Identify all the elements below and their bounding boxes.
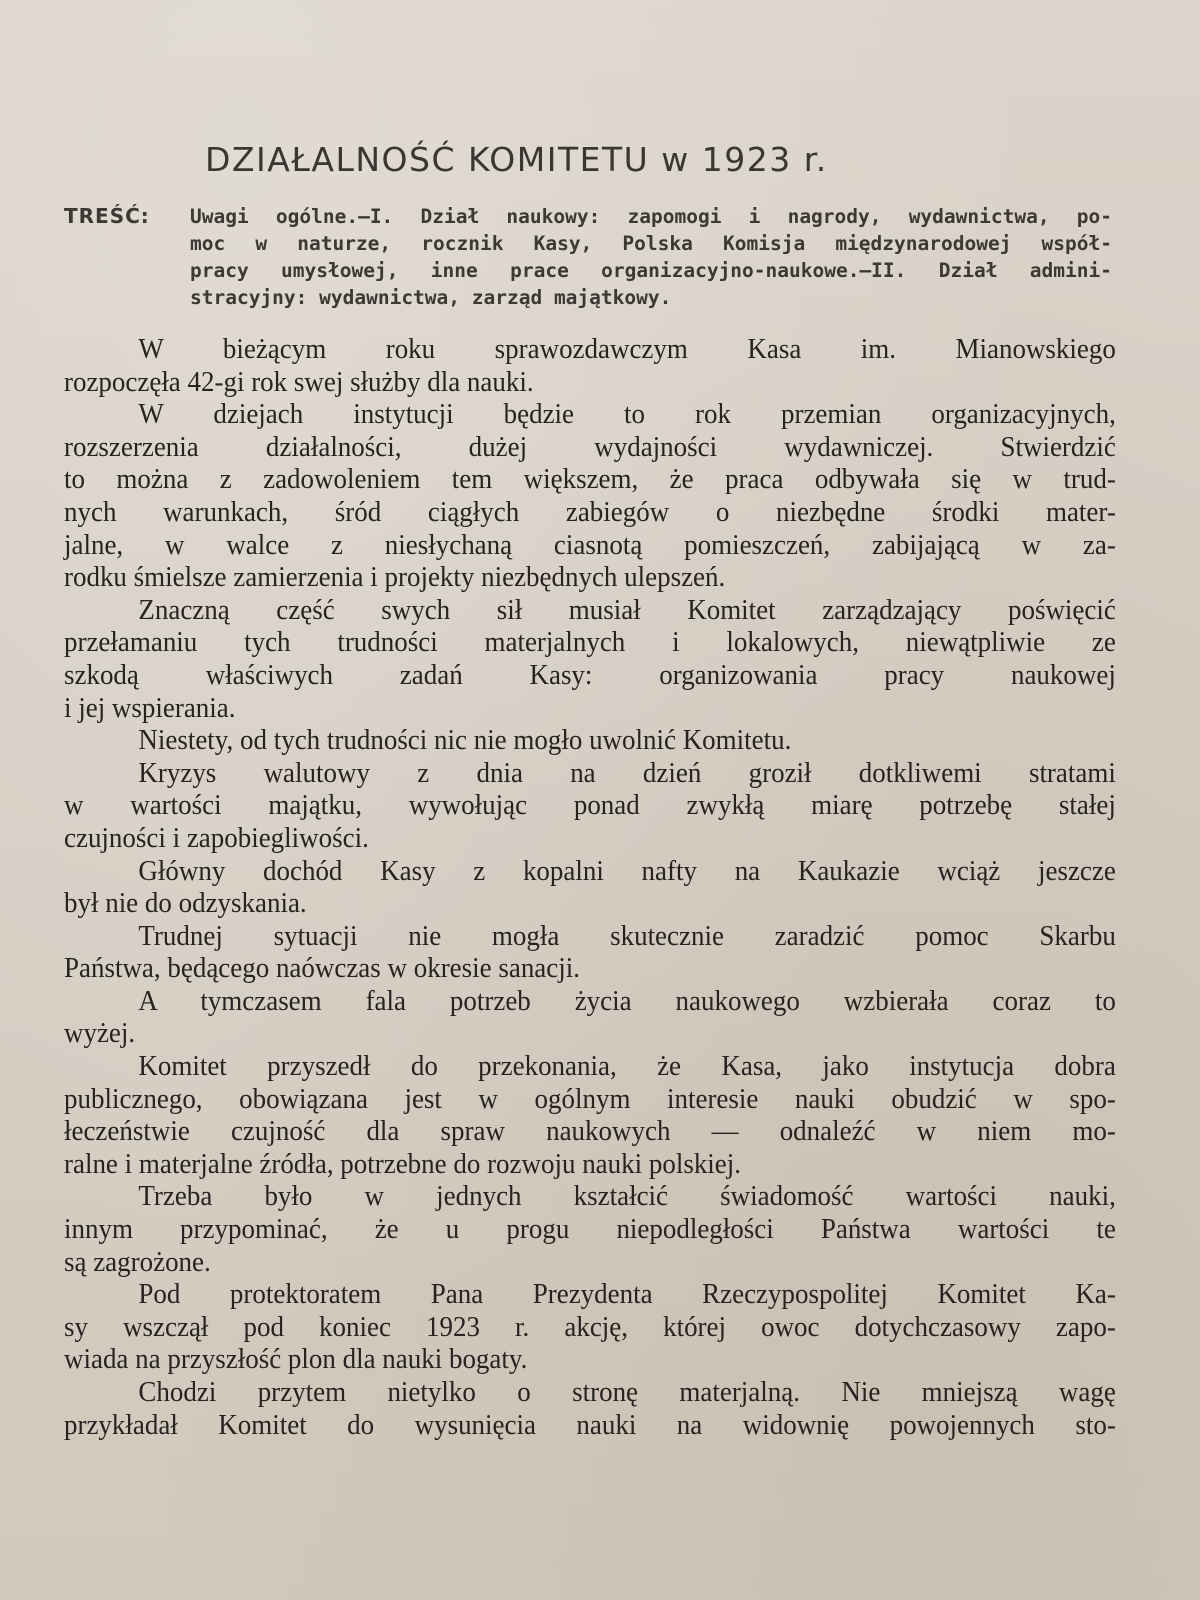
paragraph-line: rozszerzenia działalności, dużej wydajności wydawniczej. Stwierdzić [64, 430, 1116, 463]
paragraph-line: łeczeństwie czujność dla spraw naukowych — odnaleźć w niem mo- [64, 1115, 1116, 1148]
paragraph-first-line: Trzeba było w jednych kształcić świadomość wartości nauki, [138, 1180, 1116, 1213]
paragraph-first-line: Pod protektoratem Pana Prezydenta Rzeczypospolitej Komitet Ka- [138, 1278, 1116, 1311]
paragraph-first-line: Znaczną część swych sił musiał Komitet zarządzający poświęcić [138, 593, 1116, 626]
contents-line: moc w naturze, rocznik Kasy, Polska Komisja międzynarodowej współ- [190, 232, 1112, 255]
paragraph-line: w wartości majątku, wywołując ponad zwykłą miarę potrzebę stałej [64, 789, 1116, 822]
contents-line: Uwagi ogólne.—I. Dział naukowy: zapomogi i nagrody, wydawnictwa, po- [190, 205, 1112, 228]
paragraph-line: jalne, w walce z niesłychaną ciasnotą pomieszczeń, zabijającą w za- [64, 528, 1116, 561]
paragraph-line: rozpoczęła 42-gi rok swej służby dla nauki. [64, 365, 534, 398]
paragraph-line: sy wszczął pod koniec 1923 r. akcję, której owoc dotychczasowy zapo- [64, 1310, 1116, 1343]
paragraph-line: szkodą właściwych zadań Kasy: organizowania pracy naukowej [64, 658, 1116, 691]
paragraph-line: Państwa, będącego naówczas w okresie sanacji. [64, 952, 580, 985]
paragraph-line: przykładał Komitet do wysunięcia nauki na widownię powojennych sto- [64, 1408, 1116, 1441]
paragraph-first-line: W dziejach instytucji będzie to rok przemian organizacyjnych, [138, 398, 1116, 431]
paragraph-line: są zagrożone. [64, 1245, 211, 1278]
paragraph-line: to można z zadowoleniem tem większem, że praca odbywała się w trud- [64, 463, 1116, 496]
paragraph-line: był nie do odzyskania. [64, 887, 307, 920]
paragraph-line: nych warunkach, śród ciągłych zabiegów o niezbędne środki mater- [64, 495, 1116, 528]
paragraph-line: czujności i zapobiegliwości. [64, 821, 369, 854]
paragraph-line: ralne i materjalne źródła, potrzebne do rozwoju nauki polskiej. [64, 1147, 742, 1180]
paragraph-first-line: Kryzys walutowy z dnia na dzień groził dotkliwemi stratami [138, 756, 1116, 789]
paragraph-first-line: Niestety, od tych trudności nic nie mogło uwolnić Komitetu. [138, 724, 792, 757]
contents-label: TREŚĆ: [64, 204, 150, 228]
contents-line: stracyjny: wydawnictwa, zarząd majątkowy. [190, 286, 672, 309]
paragraph-first-line: Główny dochód Kasy z kopalni nafty na Kaukazie wciąż jeszcze [138, 854, 1116, 887]
contents-line: pracy umysłowej, inne prace organizacyjno-naukowe.—II. Dział admini- [190, 259, 1112, 282]
paragraph-line: i jej wspierania. [64, 691, 236, 724]
paragraph-first-line: Komitet przyszedł do przekonania, że Kasa, jako instytucja dobra [138, 1050, 1116, 1083]
paragraph-line: wiada na przyszłość plon dla nauki bogaty. [64, 1343, 528, 1376]
paragraph-first-line: Trudnej sytuacji nie mogła skutecznie zaradzić pomoc Skarbu [138, 919, 1116, 952]
paragraph-first-line: W bieżącym roku sprawozdawczym Kasa im. Mianowskiego [138, 333, 1116, 365]
paragraph-line: publicznego, obowiązana jest w ogólnym interesie nauki obudzić w spo- [64, 1082, 1116, 1115]
paragraph-line: przełamaniu tych trudności materjalnych i lokalowych, niewątpliwie ze [64, 626, 1116, 659]
paragraph-line: rodku śmielsze zamierzenia i projekty niezbędnych ulepszeń. [64, 561, 726, 594]
paragraph-first-line: A tymczasem fala potrzeb życia naukowego wzbierała coraz to [138, 984, 1116, 1017]
contents-text [190, 203, 1112, 311]
page-title: DZIAŁALNOŚĆ KOMITETU w 1923 r. [205, 140, 828, 179]
paragraph-first-line: Chodzi przytem nietylko o stronę materjalną. Nie mniejszą wagę [138, 1376, 1116, 1408]
paragraph-line: innym przypominać, że u progu niepodległości Państwa wartości te [64, 1213, 1116, 1246]
paragraph-line: wyżej. [64, 1017, 136, 1050]
table-of-contents [64, 203, 1112, 311]
body-text [64, 333, 1116, 1441]
